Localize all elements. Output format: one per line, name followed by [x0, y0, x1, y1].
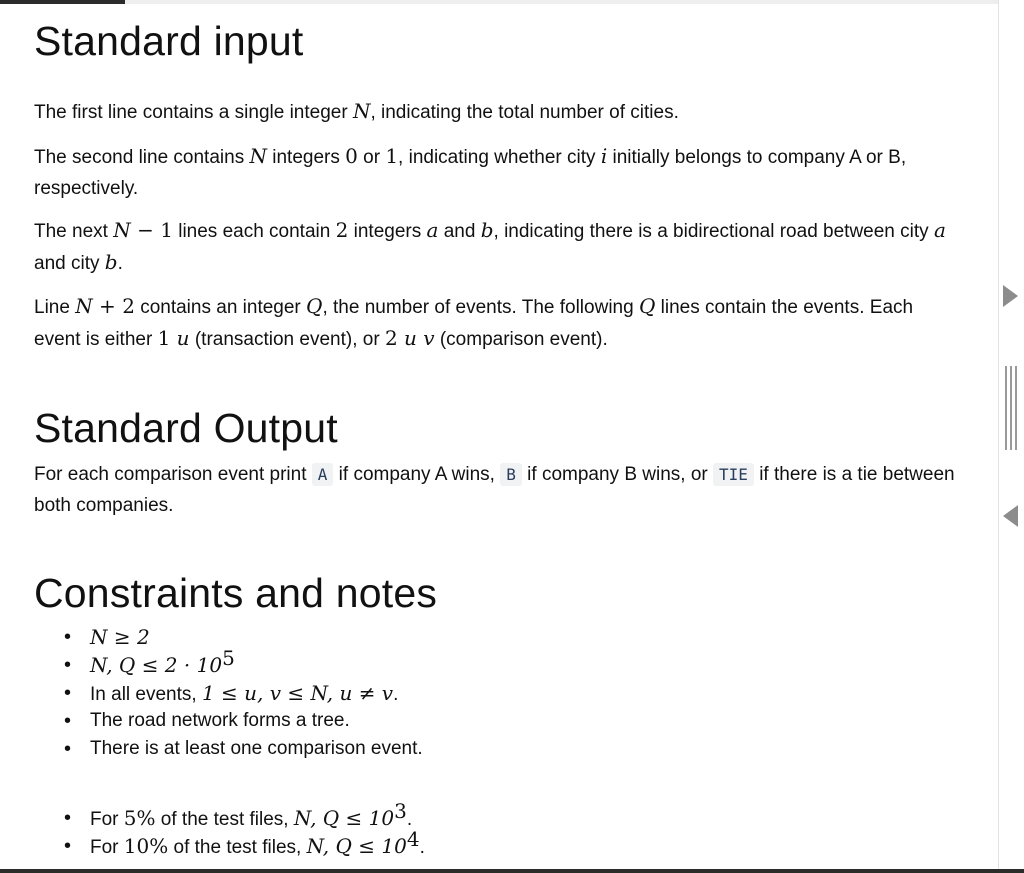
text: , indicating the total number of cities. — [370, 102, 679, 123]
math-var: N — [352, 99, 371, 123]
drag-handle-icon[interactable] — [1015, 366, 1017, 450]
math-num: 10% — [123, 834, 169, 858]
output-paragraph — [34, 459, 964, 521]
math-op: − — [130, 218, 161, 242]
math-expr: N ≥ 2 — [90, 625, 150, 649]
math-num: 0 — [345, 144, 358, 168]
math-sup: 4 — [406, 827, 420, 851]
expand-right-icon[interactable] — [1003, 285, 1018, 307]
subtasks-list — [64, 799, 425, 860]
math-var: N — [113, 218, 131, 242]
text: and — [438, 221, 481, 242]
math-var: a — [426, 218, 439, 242]
math-expr: N, Q ≤ 10 — [306, 834, 407, 858]
text: . — [117, 253, 123, 274]
math-var: b — [104, 250, 118, 274]
math-var: Q — [638, 294, 656, 318]
list-item — [64, 707, 423, 735]
text: integers — [348, 221, 427, 242]
math-var: u v — [404, 326, 435, 350]
list-item — [64, 646, 423, 679]
math-var: u — [176, 326, 190, 350]
text: For each comparison event print — [34, 464, 312, 485]
math-num: 1 — [157, 326, 177, 350]
drag-handle-icon[interactable] — [1010, 366, 1012, 450]
math-num: 2 — [335, 218, 349, 242]
code-tie: TIE — [713, 463, 754, 486]
text: contains an integer — [134, 297, 307, 318]
text: There is at least one comparison event. — [90, 738, 423, 759]
text: , indicating there is a bidirectional road between city — [493, 221, 934, 242]
math-sup: 3 — [394, 799, 407, 823]
text: lines contain the events. Each event is either — [34, 297, 914, 350]
code-a: A — [312, 463, 334, 486]
math-num: 1 — [160, 218, 173, 242]
text: of the test files, — [155, 809, 294, 830]
math-sup: 5 — [222, 646, 235, 670]
input-paragraph-2 — [34, 141, 964, 204]
section-title-standard-output: Standard Output — [34, 405, 338, 451]
text: if there is a tie between both companies. — [34, 464, 955, 516]
section-title-constraints: Constraints and notes — [34, 570, 438, 616]
math-expr: 1 ≤ u, v ≤ N, u ≠ v — [201, 681, 394, 705]
math-op: + — [92, 294, 123, 318]
text: integers — [266, 147, 346, 168]
math-num: 1 — [385, 144, 399, 168]
collapse-left-icon[interactable] — [1003, 505, 1018, 527]
math-var: N — [249, 144, 267, 168]
text: (comparison event). — [434, 329, 608, 350]
text: . — [406, 809, 413, 830]
text: The next — [34, 221, 114, 242]
text: and city — [34, 253, 105, 274]
math-var: Q — [306, 294, 323, 318]
math-var: b — [480, 218, 494, 242]
text: . — [419, 837, 425, 858]
problem-statement — [34, 0, 974, 873]
constraints-list — [64, 623, 423, 763]
math-expr: N, Q ≤ 2 · 10 — [90, 653, 223, 677]
math-num: 2 — [384, 326, 405, 350]
text: or — [357, 147, 386, 168]
math-num: 2 — [122, 294, 135, 318]
list-item — [64, 799, 425, 832]
text: , the number of events. The following — [322, 297, 639, 318]
list-item — [64, 735, 423, 763]
math-var: N — [75, 294, 93, 318]
bottom-border — [0, 869, 1024, 873]
text: For — [90, 837, 124, 858]
math-var: a — [933, 218, 946, 242]
input-paragraph-3 — [34, 215, 964, 279]
text: initially belongs to company A or B, respectively. — [34, 147, 907, 199]
text: , indicating whether city — [398, 147, 601, 168]
list-item — [64, 827, 425, 860]
section-title-standard-input: Standard input — [34, 18, 304, 64]
text: . — [393, 684, 399, 705]
text: (transaction event), or — [189, 329, 385, 350]
math-expr: N, Q ≤ 10 — [293, 806, 395, 830]
text: The road network forms a tree. — [90, 710, 350, 731]
text: lines each contain — [172, 221, 336, 242]
input-paragraph-1 — [34, 96, 964, 128]
list-item — [64, 679, 423, 707]
math-var: i — [600, 144, 608, 168]
text: if company A wins, — [333, 464, 501, 485]
input-paragraph-4 — [34, 291, 964, 355]
code-b: B — [500, 463, 522, 486]
text: The second line contains — [34, 147, 250, 168]
math-num: 5% — [123, 806, 156, 830]
text: In all events, — [90, 684, 202, 705]
text: if company B wins, or — [521, 464, 714, 485]
text: Line — [34, 297, 76, 318]
text: For — [90, 809, 124, 830]
text: The first line contains a single integer — [34, 102, 353, 123]
list-item — [64, 623, 423, 651]
text: of the test files, — [168, 837, 307, 858]
drag-handle-icon[interactable] — [1005, 366, 1007, 450]
